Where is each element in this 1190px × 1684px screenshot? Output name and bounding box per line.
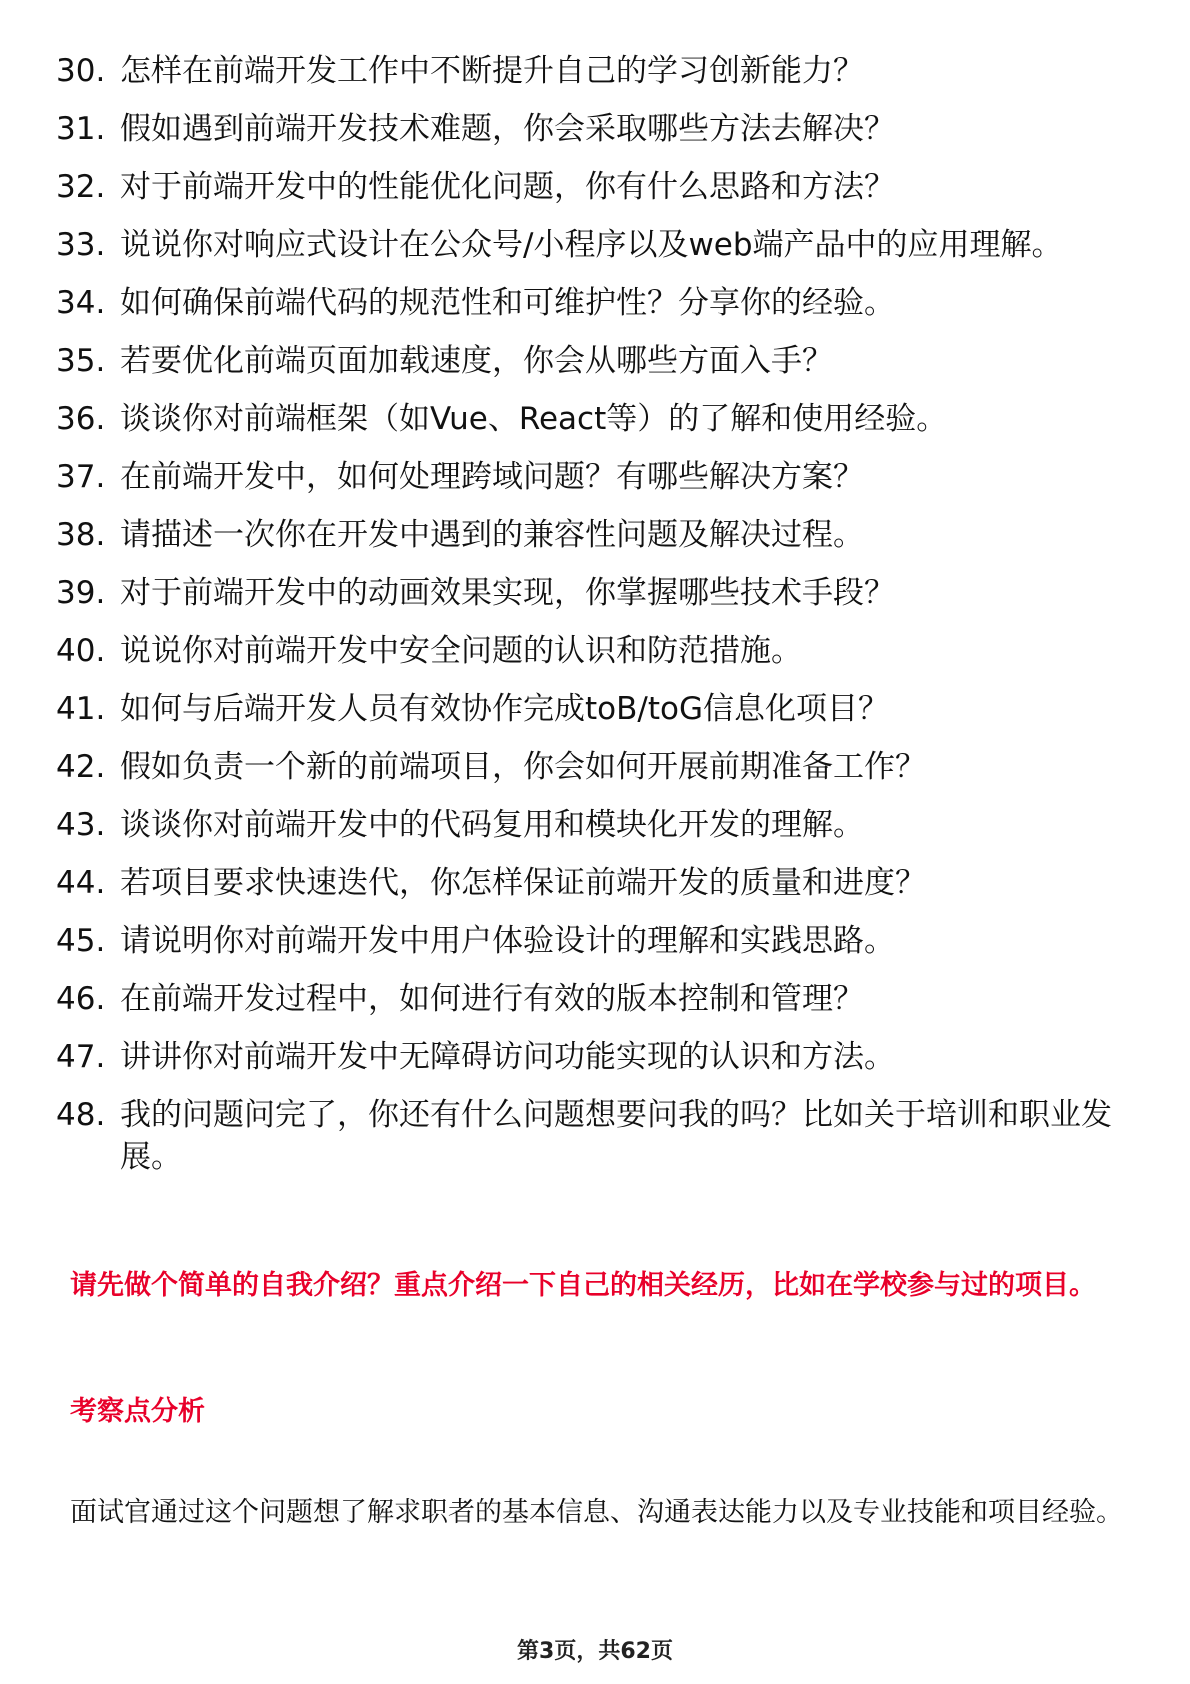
question-number: 38. bbox=[56, 517, 106, 553]
section-title: 考察点分析 bbox=[70, 1396, 205, 1427]
question-item bbox=[56, 1094, 1136, 1178]
question-text: 我的问题问完了，你还有什么问题想要问我的吗？比如关于培训和职业发展。 bbox=[120, 1097, 1112, 1175]
question-text: 假如负责一个新的前端项目，你会如何开展前期准备工作？ bbox=[120, 749, 926, 785]
question-number: 36. bbox=[56, 401, 106, 437]
question-text: 如何确保前端代码的规范性和可维护性？分享你的经验。 bbox=[120, 285, 895, 321]
question-number: 42. bbox=[56, 749, 106, 785]
question-text: 对于前端开发中的动画效果实现，你掌握哪些技术手段？ bbox=[120, 575, 895, 611]
question-text: 请描述一次你在开发中遇到的兼容性问题及解决过程。 bbox=[120, 517, 864, 553]
question-item bbox=[56, 978, 1136, 1020]
question-number: 35. bbox=[56, 343, 106, 379]
question-text: 说说你对前端开发中安全问题的认识和防范措施。 bbox=[120, 633, 802, 669]
question-number: 34. bbox=[56, 285, 106, 321]
question-list bbox=[56, 50, 1136, 1194]
question-text: 在前端开发中，如何处理跨域问题？有哪些解决方案？ bbox=[120, 459, 864, 495]
question-item bbox=[56, 920, 1136, 962]
question-text: 若要优化前端页面加载速度，你会从哪些方面入手？ bbox=[120, 343, 833, 379]
question-number: 32. bbox=[56, 169, 106, 205]
page-footer: 第3页，共62页 bbox=[517, 1639, 673, 1664]
highlight-question: 请先做个简单的自我介绍？重点介绍一下自己的相关经历，比如在学校参与过的项目。 bbox=[70, 1270, 1096, 1301]
question-item bbox=[56, 398, 1136, 440]
question-number: 46. bbox=[56, 981, 106, 1017]
question-item bbox=[56, 166, 1136, 208]
analysis-text: 面试官通过这个问题想了解求职者的基本信息、沟通表达能力以及专业技能和项目经验。 bbox=[70, 1497, 1123, 1528]
question-text: 假如遇到前端开发技术难题，你会采取哪些方法去解决？ bbox=[120, 111, 895, 147]
question-item bbox=[56, 456, 1136, 498]
question-item bbox=[56, 630, 1136, 672]
question-text: 若项目要求快速迭代，你怎样保证前端开发的质量和进度？ bbox=[120, 865, 926, 901]
question-item bbox=[56, 804, 1136, 846]
question-item bbox=[56, 514, 1136, 556]
question-item bbox=[56, 50, 1136, 92]
question-number: 45. bbox=[56, 923, 106, 959]
question-number: 40. bbox=[56, 633, 106, 669]
question-text: 谈谈你对前端开发中的代码复用和模块化开发的理解。 bbox=[120, 807, 864, 843]
question-item bbox=[56, 340, 1136, 382]
question-text: 如何与后端开发人员有效协作完成toB/toG信息化项目？ bbox=[120, 691, 889, 727]
question-number: 44. bbox=[56, 865, 106, 901]
question-item bbox=[56, 572, 1136, 614]
question-item bbox=[56, 688, 1136, 730]
question-text: 对于前端开发中的性能优化问题，你有什么思路和方法？ bbox=[120, 169, 895, 205]
question-item bbox=[56, 108, 1136, 150]
question-item bbox=[56, 224, 1136, 266]
question-number: 30. bbox=[56, 53, 106, 89]
question-number: 37. bbox=[56, 459, 106, 495]
question-item bbox=[56, 1036, 1136, 1078]
question-number: 48. bbox=[56, 1097, 106, 1133]
question-number: 39. bbox=[56, 575, 106, 611]
question-text: 在前端开发过程中，如何进行有效的版本控制和管理？ bbox=[120, 981, 864, 1017]
question-number: 31. bbox=[56, 111, 106, 147]
question-item bbox=[56, 862, 1136, 904]
question-item bbox=[56, 282, 1136, 324]
question-text: 怎样在前端开发工作中不断提升自己的学习创新能力？ bbox=[120, 53, 864, 89]
question-number: 33. bbox=[56, 227, 106, 263]
question-number: 43. bbox=[56, 807, 106, 843]
question-item bbox=[56, 746, 1136, 788]
question-text: 谈谈你对前端框架（如Vue、React等）的了解和使用经验。 bbox=[120, 401, 948, 437]
question-text: 说说你对响应式设计在公众号/小程序以及web端产品中的应用理解。 bbox=[120, 227, 1063, 263]
question-text: 请说明你对前端开发中用户体验设计的理解和实践思路。 bbox=[120, 923, 895, 959]
question-number: 47. bbox=[56, 1039, 106, 1075]
question-text: 讲讲你对前端开发中无障碍访问功能实现的认识和方法。 bbox=[120, 1039, 895, 1075]
question-number: 41. bbox=[56, 691, 106, 727]
